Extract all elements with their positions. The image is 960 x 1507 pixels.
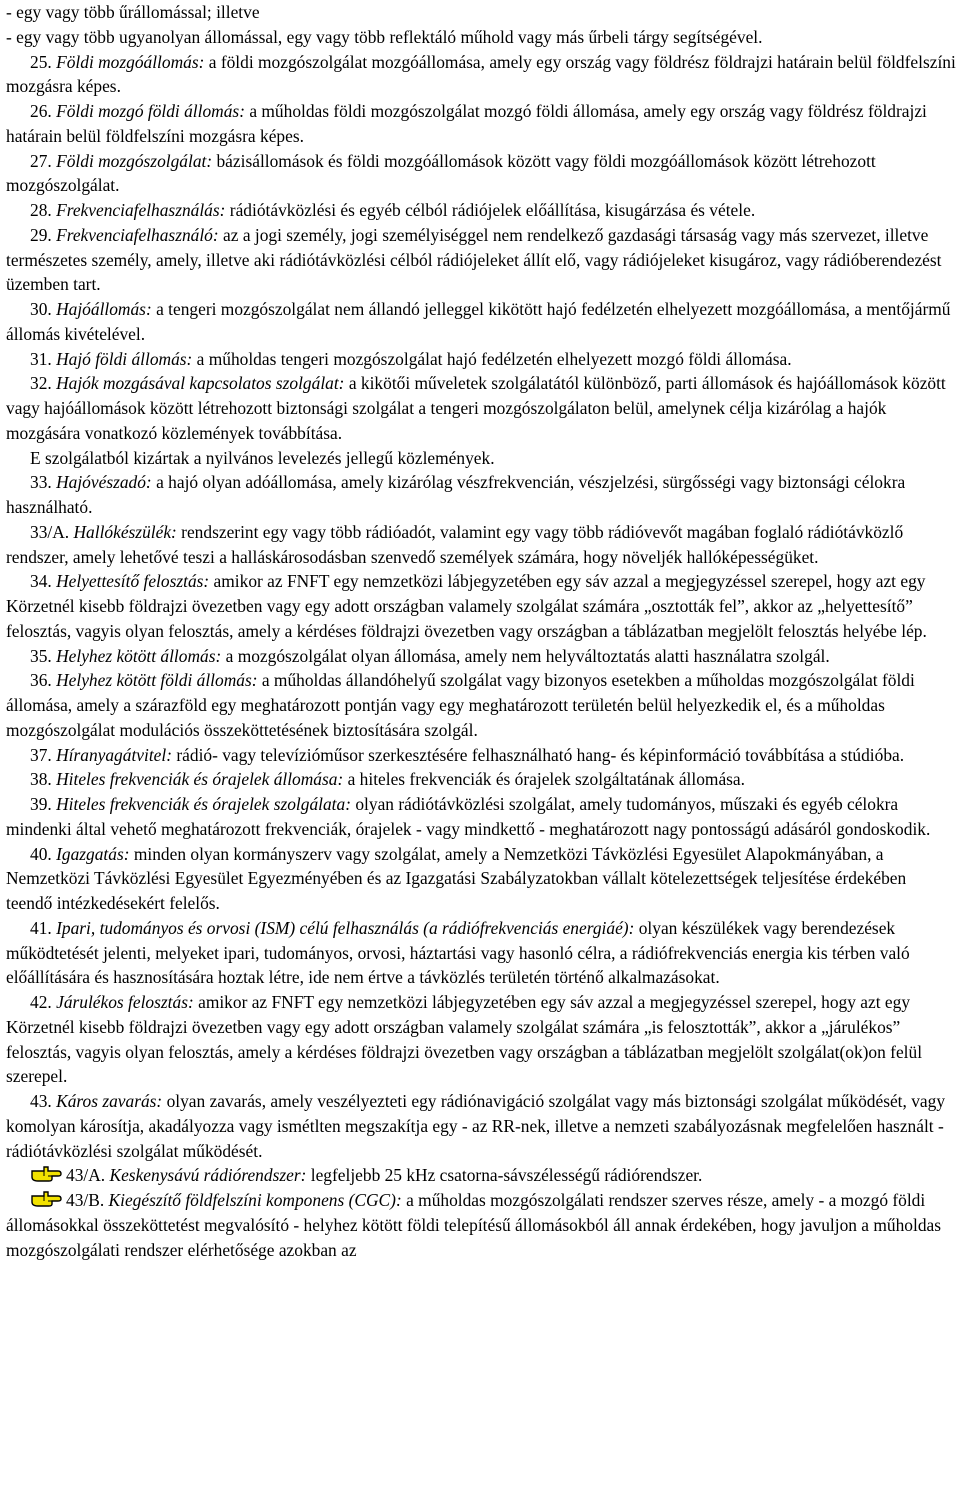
definition-text: a mozgószolgálat olyan állomása, amely nem helyváltoztatás alatti használatra szolgál. bbox=[221, 645, 830, 666]
item-number: 27. bbox=[30, 150, 57, 171]
item-number: 36. bbox=[30, 670, 57, 691]
defined-term: Ipari, tudományos és orvosi (ISM) célú felhasználás (a rádiófrekvenciás energiáé): bbox=[56, 917, 635, 938]
defined-term: Igazgatás: bbox=[56, 843, 130, 864]
defined-term: Helyhez kötött állomás: bbox=[56, 645, 222, 666]
definition-paragraph bbox=[6, 990, 956, 1089]
item-number: 31. bbox=[30, 348, 57, 369]
item-number: 37. bbox=[30, 744, 57, 765]
definition-paragraph bbox=[6, 99, 956, 149]
item-number: 40. bbox=[30, 843, 57, 864]
definition-text: rádió- vagy televízióműsor szerkesztésére felhasználható hang- és képinformáció továbbítása a stúdióba. bbox=[172, 744, 905, 765]
defined-term: Hajók mozgásával kapcsolatos szolgálat: bbox=[56, 373, 345, 394]
defined-term: Földi mozgó földi állomás: bbox=[56, 101, 245, 121]
definition-text: a hiteles frekvenciák és órajelek szolgáltatának állomása. bbox=[343, 769, 745, 790]
definition-text: a műholdas állandóhelyű szolgálat vagy bizonyos esetekben a műholdas mozgószolgálat földi állomása, amely a szárazföld egy meghatározott pontján vagy egy meghatározott területén belül helyezkedik el, és a műholdas mozgószolgálat modulációs összeköttetésének biztosítására szolgál. bbox=[6, 670, 915, 740]
definition-paragraph bbox=[6, 668, 956, 742]
definition-paragraph bbox=[6, 297, 956, 347]
definition-paragraph bbox=[6, 767, 956, 792]
defined-term: Hiteles frekvenciák és órajelek állomása: bbox=[56, 769, 344, 790]
item-number: 30. bbox=[30, 299, 57, 319]
defined-term: Hajóállomás: bbox=[56, 299, 152, 319]
definition-text: legfeljebb 25 kHz csatorna-sávszélességű rádiórendszer. bbox=[306, 1165, 703, 1186]
item-number: 42. bbox=[30, 992, 57, 1012]
definition-text: olyan készülékek vagy berendezések működtetését jelenti, melyeket ipari, tudományos, orvosi, háztartási vagy hasonló célra, a rádiófrekvenciás energia kis térben való előállítására és hasznosítására hoztak létre, ide nem értve a távközlés területén történő alkalmazásokat. bbox=[6, 917, 910, 988]
item-number: 41. bbox=[30, 917, 57, 938]
defined-term: Frekvenciafelhasználó: bbox=[56, 224, 219, 245]
defined-term: Hiteles frekvenciák és órajelek szolgálata: bbox=[56, 794, 351, 814]
item-number: 32. bbox=[30, 373, 57, 394]
defined-term: Földi mozgószolgálat: bbox=[56, 150, 213, 171]
definition-text: bázisállomások és földi mozgóállomások között vagy földi mozgóállomások között létrehozott mozgószolgálat. bbox=[6, 150, 876, 196]
defined-term: Hallókészülék: bbox=[73, 521, 177, 542]
definition-paragraph bbox=[6, 198, 956, 223]
definition-paragraph bbox=[6, 569, 956, 643]
item-number: 29. bbox=[30, 224, 57, 245]
item-number: 25. bbox=[30, 51, 57, 72]
item-number: 34. bbox=[30, 571, 57, 592]
item-number: 38. bbox=[30, 769, 57, 790]
definition-text: amikor az FNFT egy nemzetközi lábjegyzetében egy sáv azzal a megjegyzéssel szerepel, hogy azt egy Körzetnél kisebb földrajzi övezetben vagy egy adott országban valamely szolgálat számára „osztották fel”, akkor az „helyettesítő” felosztás, vagyis olyan felosztás, amely a kérdéses földrajzi övezetben vagy országban a táblázatban megjelölt felosztás helyébe lép. bbox=[6, 571, 927, 641]
defined-term: Földi mozgóállomás: bbox=[56, 51, 205, 72]
definition-paragraph bbox=[6, 470, 956, 520]
definition-paragraph bbox=[6, 842, 956, 916]
definition-paragraph bbox=[6, 371, 956, 445]
defined-term: Hajó földi állomás: bbox=[56, 348, 193, 369]
definition-text: a földi mozgószolgálat mozgóállomása, amely egy ország vagy földrész földrajzi határain belül földfelszíni mozgásra képes. bbox=[6, 51, 956, 97]
defined-term: Káros zavarás: bbox=[56, 1091, 163, 1111]
item-number: 33. bbox=[30, 472, 57, 493]
definition-paragraph bbox=[6, 792, 956, 842]
definition-text: amikor az FNFT egy nemzetközi lábjegyzetében egy sáv azzal a megjegyzéssel szerepel, hogy azt egy Körzetnél kisebb földrajzi övezetben vagy egy adott országban valamely szolgálat számára „is felosztották”, akkor a „járulékos” felosztás, vagyis olyan felosztás, amely a kérdéses földrajzi övezetben vagy országban a táblázatban megjelölt szolgálat(ok)on felül szerepel. bbox=[6, 992, 923, 1087]
defined-term: Híranyagátvitel: bbox=[56, 744, 173, 765]
definition-text: a hajó olyan adóállomása, amely kizárólag vészfrekvencián, vészjelzési, sürgősségi vagy biztonsági célokra használható. bbox=[6, 472, 906, 517]
definition-text: a tengeri mozgószolgálat nem állandó jelleggel kikötött hajó fedélzetén elhelyezett mozgóállomása, a mentőjármű állomás kivételével. bbox=[6, 299, 951, 344]
item-number: 43/A. bbox=[66, 1165, 110, 1186]
item-number: 33/A. bbox=[30, 521, 74, 542]
definition-text: az a jogi személy, jogi személyiséggel nem rendelkező gazdasági társaság vagy más szervezet, illetve természetes személy, amely, illetve aki rádiótávközlési célból rádiójeleket állít elő, vagy rádiójeleket kisugároz, vagy rádióberendezést üzemben tart. bbox=[6, 224, 942, 295]
definition-text: rendszerint egy vagy több rádióadót, valamint egy vagy több rádióvevőt magában foglaló rádiótávközlő rendszer, amely lehetővé teszi a halláskárosodásban szenvedő személyek számára, hogy növeljék hallóképességüket. bbox=[6, 521, 904, 567]
definition-paragraph bbox=[6, 916, 956, 990]
definition-paragraph bbox=[6, 0, 956, 25]
definition-text: - egy vagy több ugyanolyan állomással, egy vagy több reflektáló műhold vagy más űrbeli tárgy segítségével. bbox=[6, 26, 763, 47]
definition-paragraph bbox=[6, 743, 956, 768]
definition-paragraph bbox=[6, 520, 956, 570]
definition-text: minden olyan kormányszerv vagy szolgálat, amely a Nemzetközi Távközlési Egyesület Alapokmányában, a Nemzetközi Távközlési Egyesület Egyezményében és az Igazgatási Szabályzatokban vállalt kötelezettségek teljesítése érdekében teendő intézkedésekért felelős. bbox=[6, 843, 907, 913]
definition-paragraph bbox=[6, 644, 956, 669]
defined-term: Kiegészítő földfelszíni komponens (CGC): bbox=[108, 1190, 402, 1210]
defined-term: Frekvenciafelhasználás: bbox=[56, 200, 226, 220]
item-number: 35. bbox=[30, 645, 57, 666]
definition-paragraph bbox=[6, 1163, 956, 1188]
definition-text: E szolgálatból kizártak a nyilvános levelezés jellegű közlemények. bbox=[30, 447, 495, 468]
definition-paragraph bbox=[6, 1089, 956, 1163]
definition-paragraph bbox=[6, 446, 956, 471]
document-page bbox=[6, 0, 956, 1262]
item-number: 39. bbox=[30, 794, 57, 814]
definition-text: olyan zavarás, amely veszélyezteti egy rádiónavigáció szolgálat vagy más biztonsági szolgálat működését, vagy komolyan károsítja, akadályozza vagy ismétlten megszakítja egy - az RR-nek, illetve a nemzeti szabályozásnak megfelelően használt - rádiótávközlési szolgálat működését. bbox=[6, 1091, 946, 1161]
item-number: 26. bbox=[30, 101, 57, 121]
definition-text: olyan rádiótávközlési szolgálat, amely tudományos, műszaki és egyéb célokra mindenki által vehető meghatározott frekvenciák, órajelek - vagy mindkettő - meghatározott nagy pontosságú adásáról gondoskodik. bbox=[6, 794, 931, 839]
defined-term: Járulékos felosztás: bbox=[56, 992, 194, 1012]
definition-paragraph bbox=[6, 1188, 956, 1262]
definition-paragraph bbox=[6, 347, 956, 372]
definition-text: a műholdas mozgószolgálati rendszer szerves része, amely - a mozgó földi állomásokkal összeköttetést megvalósító - helyhez kötött földi telepítésű állomásokból áll annak érdekében, hogy javuljon a műholdas mozgószolgálati rendszer elérhetősége azokban az bbox=[6, 1190, 942, 1260]
definition-paragraph bbox=[6, 223, 956, 297]
definition-paragraph bbox=[6, 149, 956, 199]
definition-text: a műholdas földi mozgószolgálat mozgó földi állomása, amely egy ország vagy földrész földrajzi határain belül földfelszíni mozgásra képes. bbox=[6, 101, 927, 146]
definition-text: rádiótávközlési és egyéb célból rádiójelek előállítása, kisugárzása és vétele. bbox=[225, 200, 756, 220]
defined-term: Keskenysávú rádiórendszer: bbox=[109, 1165, 307, 1186]
definition-text: a műholdas tengeri mozgószolgálat hajó fedélzetén elhelyezett mozgó földi állomása. bbox=[192, 348, 792, 369]
pointing-hand-icon bbox=[30, 1190, 62, 1208]
defined-term: Helyhez kötött földi állomás: bbox=[56, 670, 258, 691]
item-number: 43. bbox=[30, 1091, 57, 1111]
definition-paragraph bbox=[6, 25, 956, 50]
defined-term: Hajóvészadó: bbox=[56, 472, 152, 493]
definition-paragraph bbox=[6, 50, 956, 100]
defined-term: Helyettesítő felosztás: bbox=[56, 571, 210, 592]
definition-text: - egy vagy több űrállomással; illetve bbox=[6, 2, 260, 22]
item-number: 43/B. bbox=[66, 1190, 109, 1210]
pointing-hand-icon bbox=[30, 1165, 62, 1183]
item-number: 28. bbox=[30, 200, 57, 220]
definition-text: a kikötői műveletek szolgálatától különböző, parti állomások és hajóállomások között vagy hajóállomások között létrehozott biztonsági szolgálat a tengeri mozgószolgálaton belül, amelynek célja kizárólag a hajók mozgására vonatkozó közlemények továbbítása. bbox=[6, 373, 946, 443]
